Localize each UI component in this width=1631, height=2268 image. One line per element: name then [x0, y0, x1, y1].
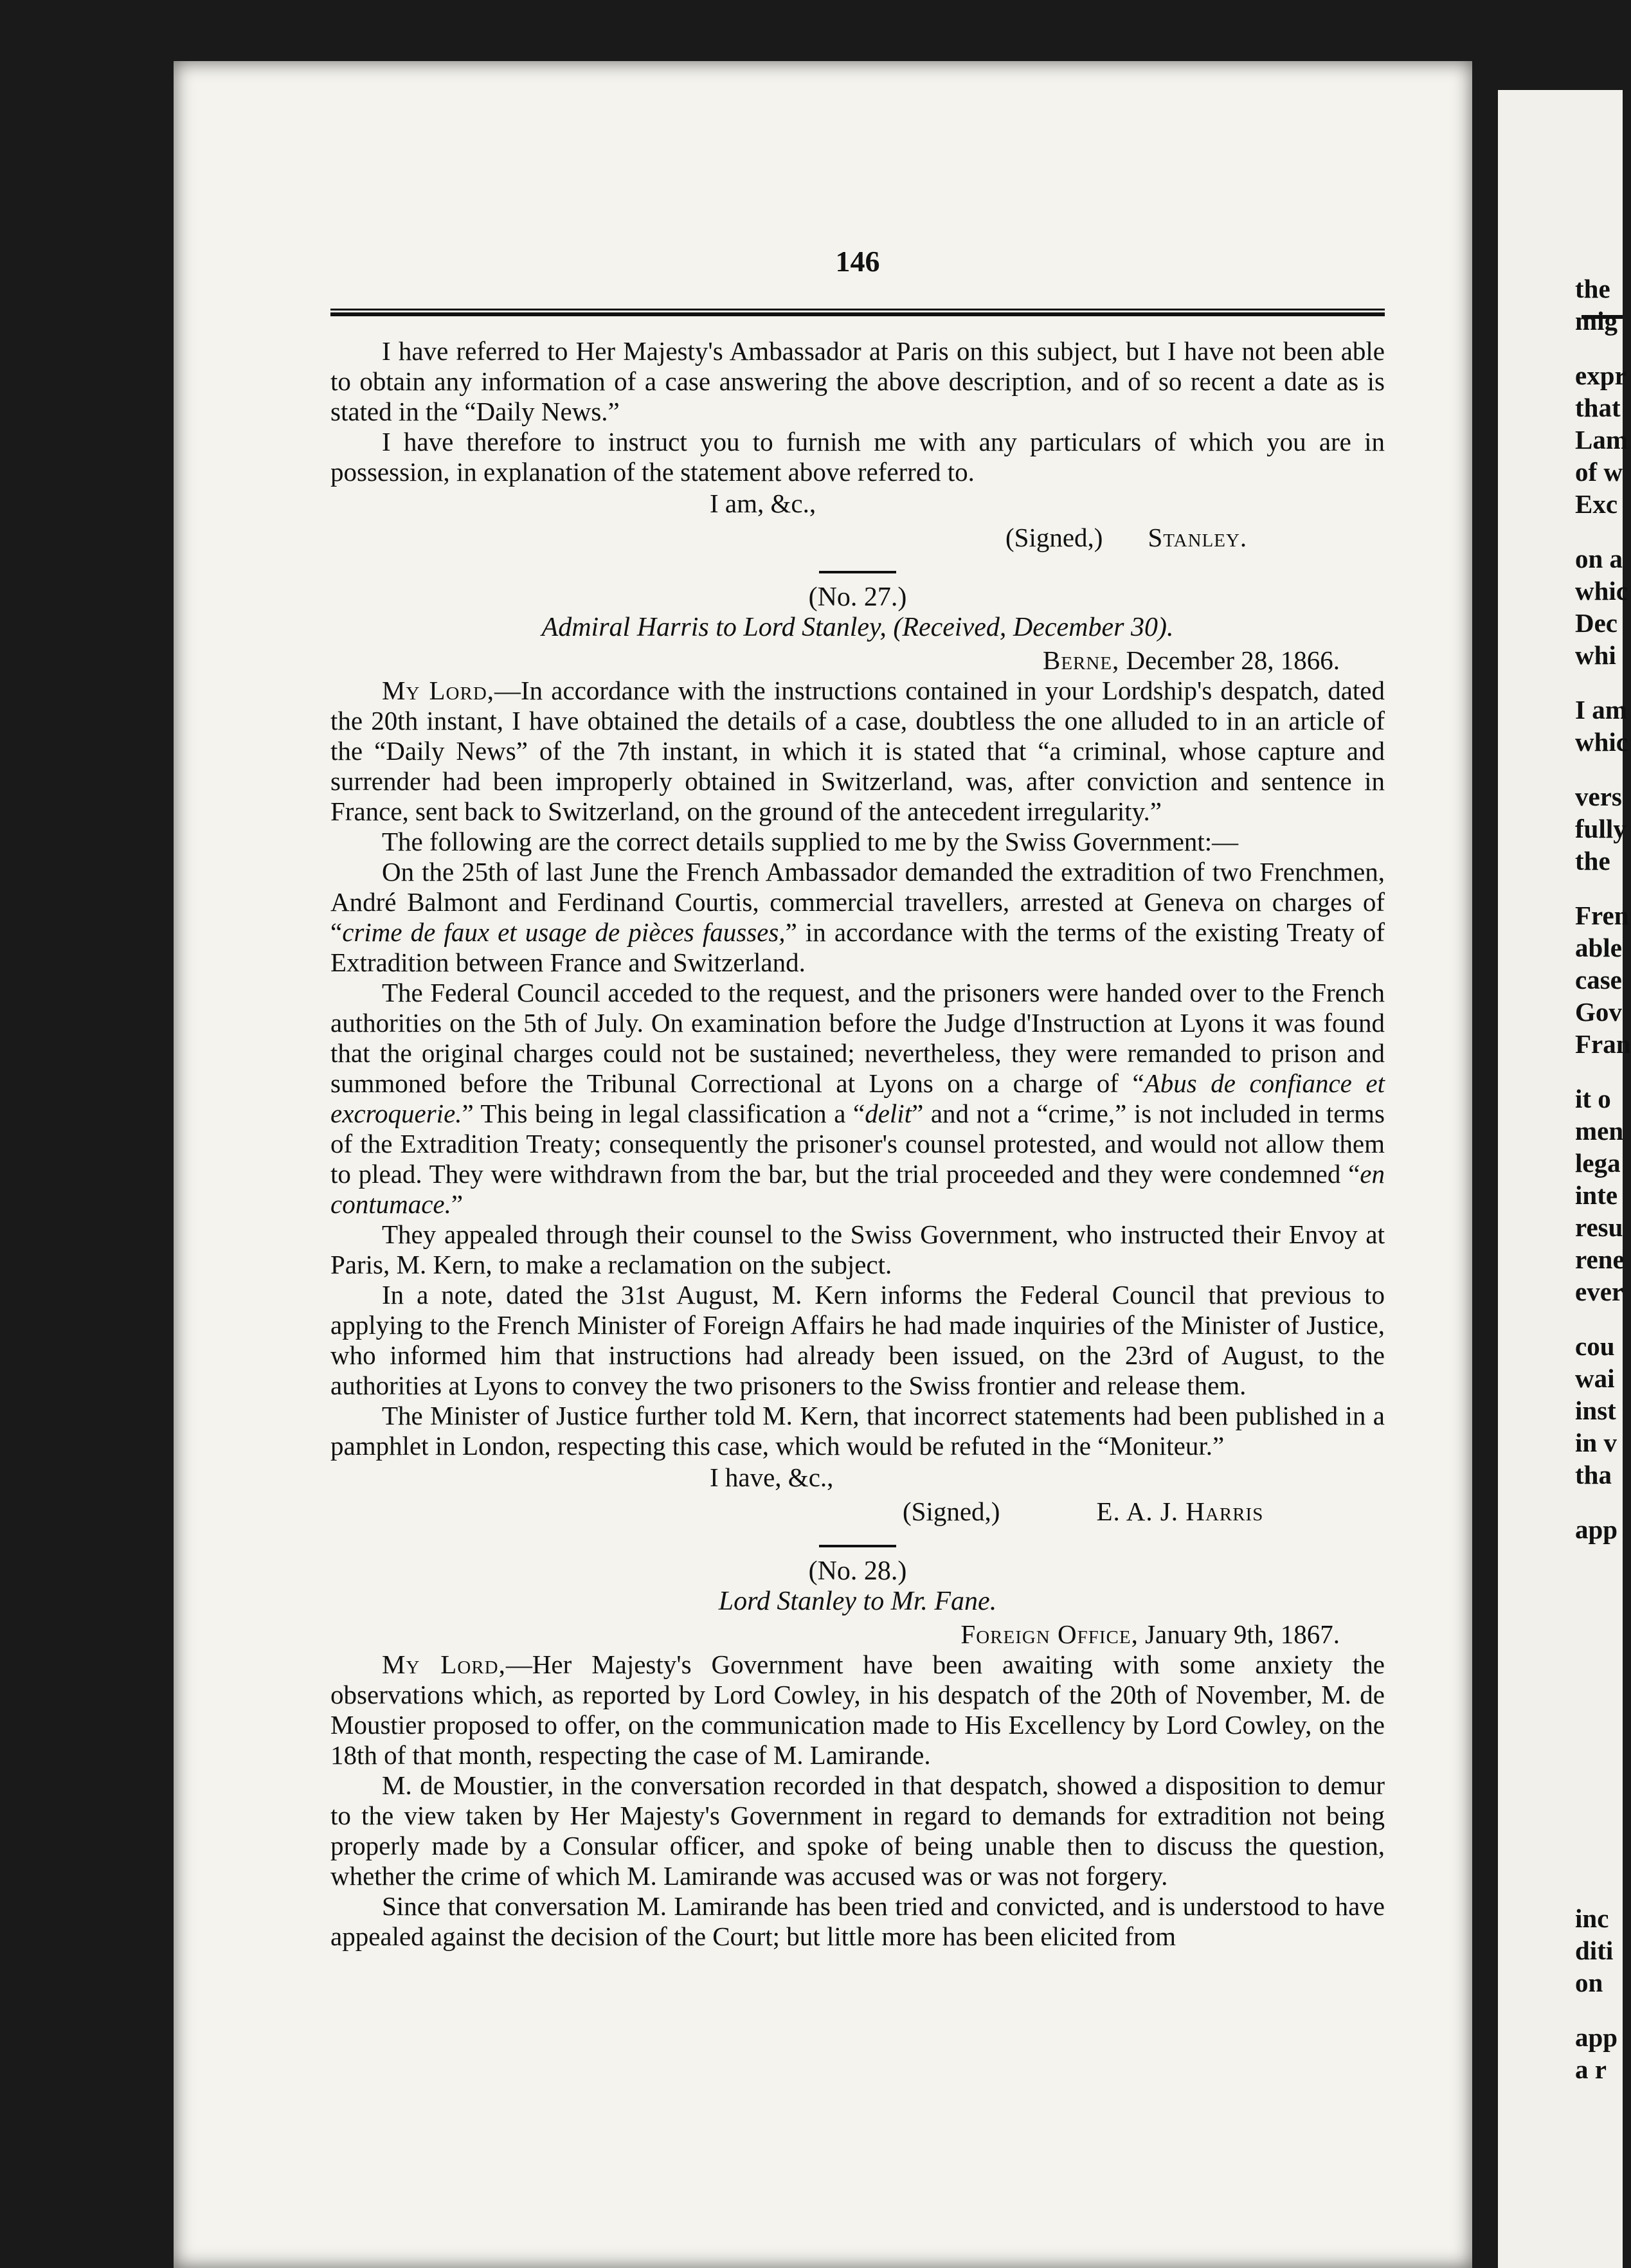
facing-page-fragment: fully — [1575, 814, 1626, 843]
facing-page-fragment: Exc — [1575, 489, 1618, 519]
paragraph: The Federal Council acceded to the request, and the prisoners were handed over to the French authorities on the 5th of July. On examination before the Judge d'Instruction at Lyons it was found that the original charges could not be sustained; nevertheless, they were remanded to prison and summoned before the Tribunal Correctional at Lyons on a charge of “Abus de confiance et excroquerie.” This being in legal classification a “delit” and not a “crime,” is not included in terms of the Extradition Treaty; consequently the prisoner's counsel protested, and would not allow them to plead. They were withdrawn from the bar, but the trial proceeded and they were condemned “en contumace.” — [330, 978, 1385, 1219]
dateline-place: Berne, — [1042, 645, 1120, 675]
closing-line: I have, &c., — [710, 1462, 834, 1492]
facing-page-fragment: ever — [1575, 1277, 1624, 1306]
facing-page-fragment: on a — [1575, 544, 1623, 573]
closing-line: I am, &c., — [710, 489, 816, 518]
french-phrase: en contumace. — [330, 1159, 1385, 1219]
facing-page-fragment: I am — [1575, 695, 1627, 724]
facing-page-fragment: Fren — [1575, 901, 1629, 930]
body-text — [330, 336, 1385, 1952]
facing-page-fragment: inte — [1575, 1180, 1618, 1210]
facing-page-fragment: Lam — [1575, 425, 1628, 455]
signer-name: E. A. J. Harris — [1096, 1497, 1264, 1526]
facing-page-fragment: inst — [1575, 1396, 1616, 1425]
facing-page-fragment: men — [1575, 1116, 1624, 1146]
facing-page-fragment: whi — [1575, 640, 1616, 670]
document-heading: Admiral Harris to Lord Stanley, (Received, December 30). — [541, 613, 1174, 642]
facing-page-fragment: case — [1575, 965, 1622, 995]
facing-page-fragment: expr — [1575, 361, 1626, 390]
paragraph: My Lord,—Her Majesty's Government have been awaiting with some anxiety the observations which, as reported by Lord Cowley, in his despatch of the 20th of November, M. de Moustier proposed to offer, on the communication made to His Excellency by Lord Cowley, on the 18th of that month, respecting the case of M. Lamirande. — [330, 1650, 1385, 1770]
salutation: My Lord, — [382, 676, 495, 705]
dateline — [330, 1619, 1385, 1650]
paragraph: My Lord,—In accordance with the instructions contained in your Lordship's despatch, dated the 20th instant, I have obtained the details of a case, doubtless the one alluded to in an article of the “Daily News” of the 7th instant, in which it is stated that “a criminal, whose capture and surrender had been improperly obtained in Switzerland, was, after conviction and sentence in France, sent back to Switzerland, on the ground of the antecedent irregularity.” — [330, 676, 1385, 826]
facing-page-fragment: able — [1575, 933, 1622, 962]
dateline-date: January 9th, 1867. — [1145, 1619, 1340, 1649]
paragraph: The Minister of Justice further told M. Kern, that incorrect statements had been published in a pamphlet in London, respecting this case, which would be refuted in the “Moniteur.” — [330, 1401, 1385, 1461]
facing-page-fragment: Dec — [1575, 608, 1618, 638]
page-number: 146 — [835, 245, 880, 278]
facing-page-fragment: inc — [1575, 1904, 1609, 1933]
facing-page-fragment: whic — [1575, 576, 1628, 606]
dateline — [330, 645, 1385, 676]
paragraph: They appealed through their counsel to the Swiss Government, who instructed their Envoy at Paris, M. Kern, to make a reclamation on the subject. — [330, 1220, 1385, 1279]
signed-label: (Signed,) — [1005, 523, 1103, 552]
facing-page-fragment: it o — [1575, 1084, 1611, 1113]
facing-page-fragment: app — [1575, 1515, 1618, 1544]
section-separator — [819, 571, 896, 573]
french-phrase: delit — [865, 1099, 912, 1128]
section-separator — [819, 1545, 896, 1547]
facing-page-fragment: the — [1575, 274, 1610, 303]
facing-page-fragment: tha — [1575, 1460, 1612, 1490]
signer-name: Stanley. — [1148, 523, 1248, 552]
facing-page-fragment: vers — [1575, 782, 1622, 811]
paragraph: Since that conversation M. Lamirande has been tried and convicted, and is understood to have appealed against the decision of the Court; but little more has been elicited from — [330, 1891, 1385, 1951]
facing-page-fragment: that — [1575, 393, 1621, 422]
facing-page-fragment: wai — [1575, 1364, 1615, 1393]
facing-page-fragment: app — [1575, 2022, 1618, 2052]
facing-page-fragment: whic — [1575, 727, 1628, 757]
facing-page-fragment: cou — [1575, 1331, 1615, 1361]
facing-page-fragment: Fran — [1575, 1029, 1631, 1059]
facing-page-fragment: diti — [1575, 1936, 1614, 1965]
facing-page-fragment: on — [1575, 1968, 1603, 1997]
facing-page-fragment: mig — [1575, 306, 1618, 336]
paragraph: On the 25th of last June the French Ambassador demanded the extradition of two Frenchmen, André Balmont and Ferdinand Courtis, commercial travellers, arrested at Geneva on charges of “crime de faux et usage de pièces fausses,” in accordance with the terms of the existing Treaty of Extradition between France and Switzerland. — [330, 857, 1385, 977]
paragraph: I have therefore to instruct you to furnish me with any particulars of which you are in possession, in explanation of the statement above referred to. — [330, 427, 1385, 487]
dateline-place: Foreign Office, — [960, 1619, 1139, 1649]
dateline-date: December 28, 1866. — [1126, 645, 1340, 675]
facing-page-fragment: a r — [1575, 2055, 1607, 2084]
paragraph: I have referred to Her Majesty's Ambassador at Paris on this subject, but I have not been able to obtain any information of a case answering the above description, and of so recent a date as is stated in the “Daily News.” — [330, 336, 1385, 426]
paragraph: In a note, dated the 31st August, M. Kern informs the Federal Council that previous to applying to the French Minister of Foreign Affairs he had made inquiries of the Minister of Justice, who informed him that instructions had already been issued, on the 23rd of August, to the authorities at Lyons to convey the two prisoners to the Swiss frontier and release them. — [330, 1280, 1385, 1400]
french-phrase: Abus de confiance et excroquerie. — [330, 1068, 1385, 1128]
document-page — [174, 61, 1472, 2268]
facing-page-fragment: resu — [1575, 1212, 1623, 1242]
document-heading: Lord Stanley to Mr. Fane. — [718, 1587, 997, 1616]
french-phrase: crime de faux et usage de pièces fausses, — [342, 917, 786, 947]
facing-page-fragment: the — [1575, 846, 1610, 876]
document-number: (No. 28.) — [808, 1556, 907, 1586]
facing-page-fragment: Gov — [1575, 997, 1622, 1027]
signature-line — [330, 1497, 1385, 1527]
header-rule — [330, 309, 1385, 316]
salutation: My Lord, — [382, 1650, 506, 1679]
paragraph: The following are the correct details supplied to me by the Swiss Government:— — [382, 827, 1239, 856]
document-number: (No. 27.) — [808, 582, 907, 612]
paragraph: M. de Moustier, in the conversation recorded in that despatch, showed a disposition to demur to the view taken by Her Majesty's Government in regard to demands for extradition not being properly made by a Consular officer, and spoke of being unable then to discuss the question, whether the crime of which M. Lamirande was accused was or was not forgery. — [330, 1770, 1385, 1891]
facing-page-fragment: in v — [1575, 1428, 1617, 1457]
facing-page-fragment: lega — [1575, 1148, 1621, 1178]
facing-page-fragment: rene — [1575, 1245, 1625, 1274]
signature-line — [330, 523, 1385, 553]
facing-page-fragment: of w — [1575, 457, 1623, 487]
signed-label: (Signed,) — [903, 1497, 1000, 1526]
facing-page-edge — [1498, 90, 1631, 2268]
